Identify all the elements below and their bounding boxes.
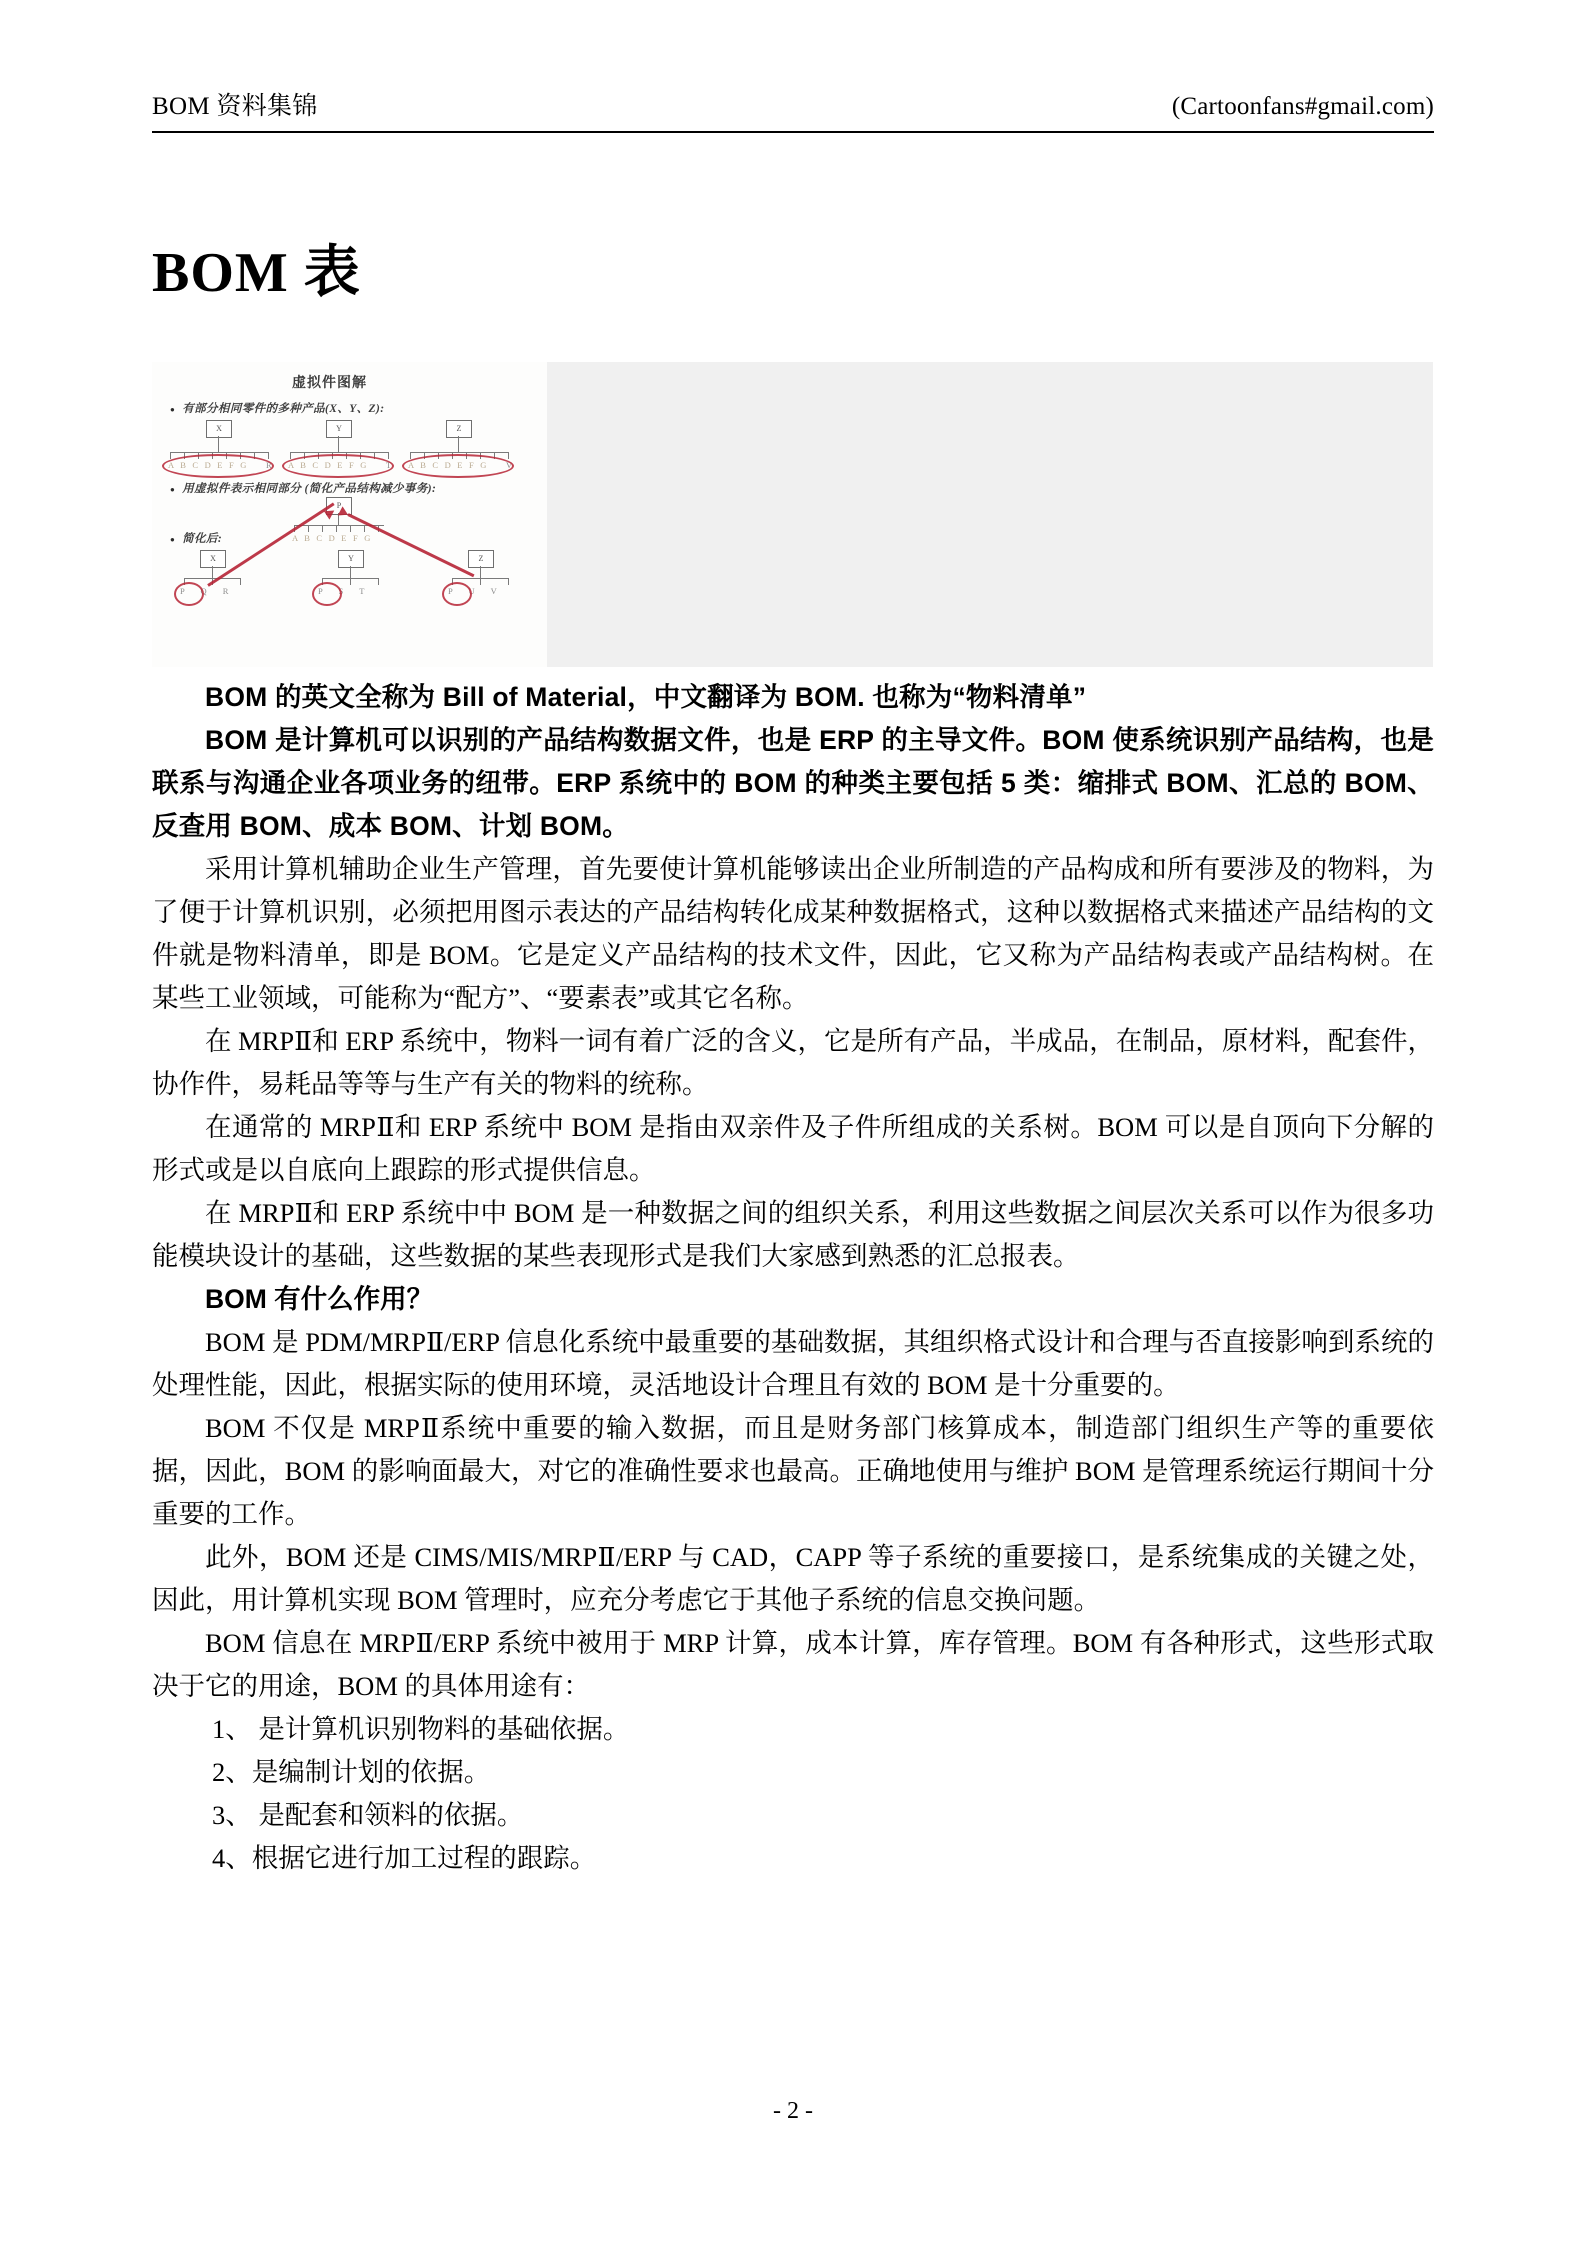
page-footer: - 2 -: [773, 2098, 813, 2124]
figure-node-root-x: X: [206, 420, 232, 438]
figure-bullet-1: ● 有部分相同零件的多种产品(X、Y、Z):: [170, 400, 384, 416]
paragraph-5: 在通常的 MRPⅡ和 ERP 系统中 BOM 是指由双亲件及子件所组成的关系树。BOM 可以是自顶向下分解的形式或是以自底向上跟踪的形式提供信息。: [152, 1112, 1434, 1185]
figure-leaves: A B C D E F G: [408, 460, 489, 470]
figure-tick: [240, 578, 241, 585]
figure-caption: 虚拟件图解: [292, 376, 367, 391]
figure-stem: [338, 436, 339, 452]
bom-uses-list: [152, 1708, 1434, 1880]
list-item: 1、 是计算机识别物料的基础依据。: [212, 1714, 630, 1744]
page-header: [152, 92, 1434, 122]
figure-leaves: P U V: [448, 586, 504, 596]
paragraph-3: 采用计算机辅助企业生产管理，首先要使计算机能够读出企业所制造的产品构成和所有要涉及的物料，为了便于计算机识别，必须把用图示表达的产品结构转化成某种数据格式，这种以数据格式来描述产品结构的文件就是物料清单，即是 BOM。它是定义产品结构的技术文件，因此，它又称为产品结构表或产品结构树。在某些工业领域，可能称为“配方”、“要素表”或其它名称。: [152, 854, 1434, 1013]
figure-tree-y: [286, 420, 396, 472]
paragraph-8: BOM 不仅是 MRPⅡ系统中重要的输入数据，而且是财务部门核算成本，制造部门组织生产等的重要依据，因此，BOM 的影响面最大，对它的准确性要求也最高。正确地使用与维护 BOM 是管理系统运行期间十分重要的工作。: [152, 1413, 1434, 1529]
figure-tick: [308, 525, 309, 532]
figure-tick: [350, 578, 351, 585]
figure-stem: [218, 436, 219, 452]
figure-tree-x: [166, 420, 276, 472]
paragraph-10: BOM 信息在 MRPⅡ/ERP 系统中被用于 MRP 计算，成本计算，库存管理。BOM 有各种形式，这些形式取决于它的用途，BOM 的具体用途有：: [152, 1628, 1434, 1701]
figure-tick: [364, 525, 365, 532]
figure-tick: [388, 452, 389, 459]
figure-tick: [336, 525, 337, 532]
figure-stem: [212, 566, 213, 578]
figure-bullet-2: ● 用虚拟件表示相同部分 (简化产品结构减少事务):: [170, 480, 436, 496]
figure-tree-z: [406, 420, 516, 472]
section-heading-bom-usage: BOM 有什么作用？: [205, 1284, 434, 1314]
figure-leaf-label-t: T: [386, 460, 392, 470]
figure-tick: [268, 452, 269, 459]
document-body: [152, 676, 1434, 1880]
figure-image: [152, 362, 547, 667]
figure-node-root-z2: Z: [468, 550, 494, 568]
figure-node-root-z: Z: [446, 420, 472, 438]
paragraph-6: 在 MRPⅡ和 ERP 系统中中 BOM 是一种数据之间的组织关系，利用这些数据之间层次关系可以作为很多功能模块设计的基础，这些数据的某些表现形式是我们大家感到熟悉的汇总报表。: [152, 1198, 1434, 1271]
figure-highlight-ellipse: [174, 582, 204, 606]
figure-highlight-ellipse: [312, 582, 342, 606]
figure-stem: [350, 566, 351, 578]
figure-leaves: P Q R: [180, 586, 236, 596]
figure-tree-simplified-y: [312, 550, 402, 600]
figure-highlight-ellipse: [162, 454, 274, 478]
header-right-contact: (Cartoonfans#gmail.com): [1171, 93, 1434, 120]
list-item: 3、 是配套和领料的依据。: [212, 1800, 524, 1830]
paragraph-7: BOM 是 PDM/MRPⅡ/ERP 信息化系统中最重要的基础数据，其组织格式设计和合理与否直接影响到系统的处理性能，因此，根据实际的使用环境，灵活地设计合理且有效的 BOM 是十分重要的。: [152, 1327, 1434, 1400]
list-item: 4、根据它进行加工过程的跟踪。: [212, 1843, 597, 1873]
paragraph-9: 此外，BOM 还是 CIMS/MIS/MRPⅡ/ERP 与 CAD，CAPP 等子系统的重要接口，是系统集成的关键之处，因此，用计算机实现 BOM 管理时，应充分考虑它于其他子系统的信息交换问题。: [152, 1542, 1434, 1615]
figure-leaves: P S T: [318, 586, 372, 596]
figure-leaf-label-v: V: [506, 460, 513, 470]
paragraph-4: 在 MRPⅡ和 ERP 系统中，物料一词有着广泛的含义，它是所有产品，半成品，在制品，原材料，配套件，协作件，易耗品等等与生产有关的物料的统称。: [152, 1026, 1434, 1099]
header-left-title: BOM 资料集锦: [152, 93, 318, 120]
figure-bullet-3: ● 简化后:: [170, 530, 222, 546]
figure-tick: [480, 578, 481, 585]
figure-node-root-y2: Y: [338, 550, 364, 568]
figure-leaves: A B C D E F G: [168, 460, 249, 470]
figure-node-root-x2: X: [200, 550, 226, 568]
figure-tick: [170, 452, 171, 459]
list-item: 2、是编制计划的依据。: [212, 1757, 491, 1787]
figure-tick: [290, 452, 291, 459]
figure-node-root-p: P: [326, 497, 352, 515]
figure-tick: [378, 578, 379, 585]
figure-highlight-ellipse: [282, 454, 394, 478]
figure-tick: [350, 525, 351, 532]
figure-tick: [508, 452, 509, 459]
figure-container: [152, 362, 1433, 667]
figure-highlight-ellipse: [442, 582, 472, 606]
page-title: BOM 表: [152, 242, 361, 304]
paragraph-1: BOM 的英文全称为 Bill of Material，中文翻译为 BOM. 也称为“物料清单”: [205, 682, 1087, 712]
figure-tick: [508, 578, 509, 585]
figure-leaves: A B C D E F G: [292, 533, 373, 543]
figure-stem: [458, 436, 459, 452]
figure-leaves: A B C D E F G: [288, 460, 369, 470]
figure-tick: [322, 525, 323, 532]
figure-node-root-y: Y: [326, 420, 352, 438]
figure-highlight-ellipse: [402, 454, 514, 478]
figure-stem: [480, 566, 481, 578]
header-divider: [152, 131, 1434, 133]
paragraph-2: BOM 是计算机可以识别的产品结构数据文件，也是 ERP 的主导文件。BOM 使系统识别产品结构，也是联系与沟通企业各项业务的纽带。ERP 系统中的 BOM 的种类主要包括 5 类：缩排式 BOM、汇总的 BOM、反查用 BOM、成本 BOM、计划 BOM。: [152, 725, 1434, 841]
figure-tick: [410, 452, 411, 459]
figure-leaf-label-r: R: [266, 460, 272, 470]
figure-tree-simplified-z: [442, 550, 532, 600]
